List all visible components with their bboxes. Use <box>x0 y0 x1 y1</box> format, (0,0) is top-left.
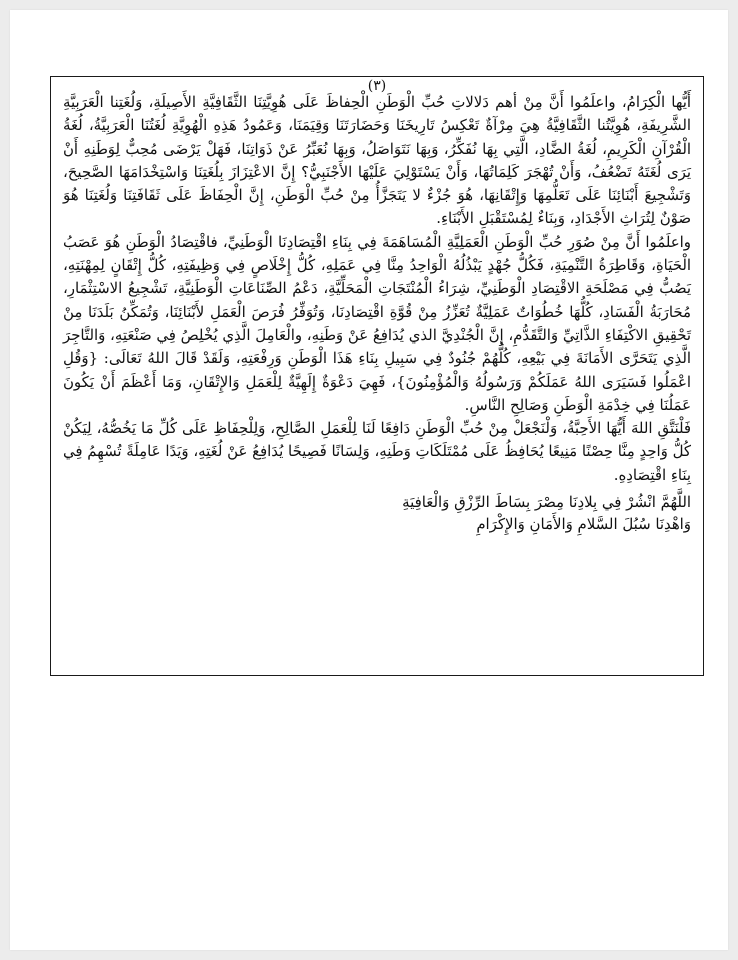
text-frame <box>50 76 704 676</box>
closing-prayer-line: اللَّهُمَّ انْشُرْ فِي بِلادِنَا مِصْرَ بِسَاطَ الرِّزْقِ وَالْعَافِيَةِ <box>402 493 691 512</box>
paragraph-exhortation: فَلْنَتَّقِ اللهَ أَيُّهَا الأَحِبَّةُ، وَلْنَجْعَلْ مِنْ حُبِّ الْوَطَنِ دَافِعًا لَنَا لِلْعَمَلِ الصَّالِحِ، وَلِلْحِفَاظِ عَلَى كُلِّ مَا يَخُصُّهُ، لِيَكُنْ كُلُّ وَاحِدٍ مِنَّا حِصْنًا مَنِيعًا يُحَافِظُ عَلَى مُمْتَلَكَاتِ وَطَنِهِ، وَلِسَانًا فَصِيحًا يُدَافِعُ عَنْ لُغَتِهِ، وَيَدًا عَامِلَةً تُسْهِمُ فِي بِنَاءِ اقْتِصَادِهِ. <box>63 419 691 484</box>
closing-prayer <box>63 491 691 535</box>
paragraph-national-economy: واعلَمُوا أَنَّ مِنْ صُوَرِ حُبِّ الْوَطَنِ الْعَمَلِيَّةِ الْمُسَاهَمَةَ فِي بِنَاءِ اقْتِصَادِنَا الْوَطَنِيِّ، فاقْتِصَادُ الْوَطَنِ هُوَ عَصَبُ الْحَيَاةِ، وَقَاطِرَةُ التَّنْمِيَةِ، فَكُلُّ جُهْدٍ يَبْذُلُهُ الْوَاحِدُ مِنَّا فِي عَمَلِهِ، كُلُّ إِخْلَاصٍ فِي وَظِيفَتِهِ، كُلُّ إِتْقَانٍ لِمِهْنَتِهِ، يَصُبُّ فِي مَصْلَحَةِ الاقْتِصَادِ الْوَطَنِيِّ، شِرَاءُ الْمُنْتَجَاتِ الْمَحَلِّيَّةِ، دَعْمُ الصِّنَاعَاتِ الْوَطَنِيَّةِ، تَشْجِيعُ الاسْتِثْمَارِ، مُحَارَبَةُ الْفَسَادِ، كُلُّهَا خُطُوَاتٌ عَمَلِيَّةٌ تُعَزِّزُ مِنْ قُوَّةِ اقْتِصَادِنَا، وَتُوَفِّرُ فُرَصَ الْعَمَلِ لأَبْنَائِنَا، وَتُمَكِّنُ بَلَدَنَا مِنْ تَحْقِيقِ الاكْتِفَاءِ الذَّاتِيِّ وَالتَّقَدُّمِ، إِنَّ الْجُنْدِيَّ الذي يُدَافِعُ عَنْ وَطَنِهِ، والْعَامِلَ الَّذِي يُخْلِصُ فِي صَنْعَتِهِ، وَالتَّاجِرَ الَّذِي يَتَحَرَّى الأَمَانَةَ فِي بَيْعِهِ، كُلُّهُمْ جُنُودٌ فِي سَبِيلِ بِنَاءِ هَذَا الْوَطَنِ وَرِفْعَتِهِ، وَلَقَدْ قَالَ اللهُ تَعَالَى: {وَقُلِ اعْمَلُوا فَسَيَرَى اللهُ عَمَلَكُمْ وَرَسُولُهُ وَالْمُؤْمِنُونَ}، فَهِيَ دَعْوَةٌ إِلَهِيَّةٌ لِلْعَمَلِ وَالإِتْقَانِ، وَمَا أَعْظَمَ أَنْ يَكُونَ عَمَلُنَا فِي خِدْمَةِ الْوَطَنِ وَصَالِحِ النَّاسِ. <box>63 232 691 414</box>
closing-prayer-line: وَاهْدِنَا سُبُلَ السَّلامِ وَالأَمَانِ وَالإِكْرَامِ <box>476 515 691 534</box>
paragraph-cultural-identity: أَيُّها الْكِرَامُ، واعلَمُوا أَنَّ مِنْ أهم دَلالاتِ حُبِّ الْوَطَنِ الْحِفاظَ عَلَى هُوِيَّتِنَا الثَّقَافِيَّةِ الأَصِيلَةِ، وَلُغَتِنا الْعَرَبِيَّةِ الشَّرِيفَةِ، هُوِيَّتُنا الثَّقَافِيَّةُ هِيَ مِرْآةٌ تَعْكِسُ تَارِيخَنَا وَحَضَارَتَنَا وَقِيَمَنَا، وَعَمُودُ هَذِهِ الْهُوِيَّةِ لُغَتُنَا الْعَرَبِيَّةُ، لُغَةُ الْقُرْآنِ الْكَرِيمِ، لُغَةُ الضَّادِ، الَّتِي بِهَا نُفَكِّرُ، وَبِهَا نَتَوَاصَلُ، وَبِهَا نُعَبِّرُ عَنْ ذَوَاتِنَا، فَهَلْ يَرْضَى مُحِبٌّ لِوَطَنِهِ أَنْ يَرَى لُغَتَهُ تَضْعُفُ، وَأَنْ تُهْجَرَ كَلِمَاتُهَا، وَأَنْ يَسْتَوْلِيَ عَلَيْهَا الأَجْنَبِيُّ؟ إِنَّ الاعْتِزَازَ بِلُغَتِنَا وَاسْتِخْدَامَهَا الصَّحِيحَ، وَتَشْجِيعَ أَبْنَائِنَا عَلَى تَعَلُّمِهَا وَإِتْقَانِهَا، هُوَ جُزْءٌ لا يَتَجَزَّأُ مِنْ حُبِّ الْوَطَنِ، إِنَّ الْحِفَاظَ عَلَى ثَقَافَتِنَا وَلُغَتِنَا هُوَ صَوْنٌ لِتُرَاثِ الأَجْدَادِ، وَبِنَاءٌ لِمُسْتَقْبَلِ الأَبْنَاءِ. <box>63 93 691 228</box>
page-number: (٣) <box>367 78 387 94</box>
document-page <box>10 10 728 950</box>
body-text <box>63 91 691 535</box>
